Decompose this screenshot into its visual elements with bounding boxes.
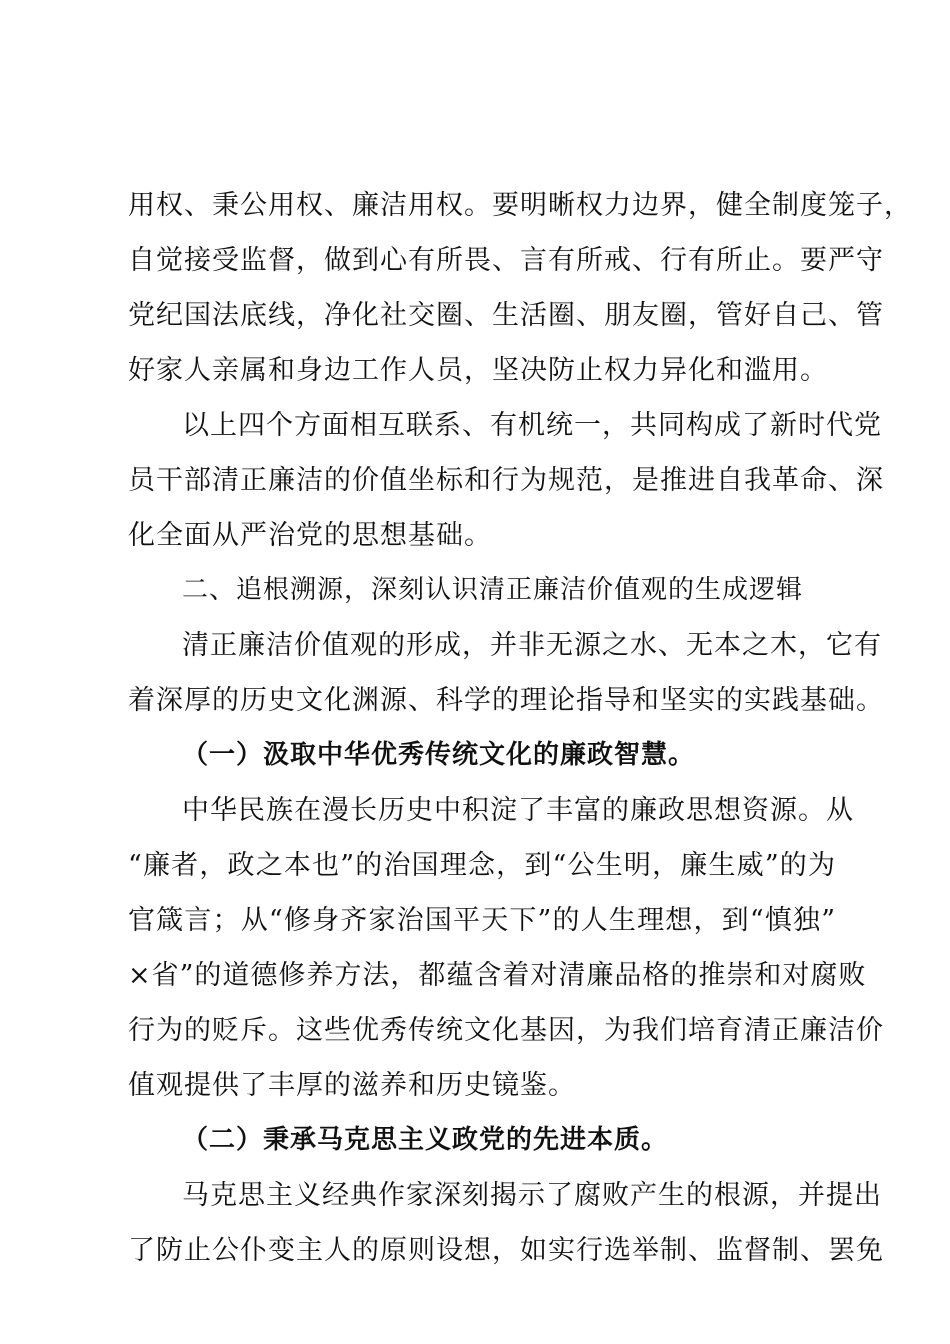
paragraph-power-use — [128, 178, 912, 398]
subheading-traditional-culture: （一）汲取中华优秀传统文化的廉政智慧。 — [182, 740, 696, 770]
paragraph-traditional-culture — [128, 783, 884, 1113]
paragraph-line: 行为的贬斥。这些优秀传统文化基因，为我们培育清正廉洁价 — [128, 1015, 884, 1046]
paragraph-line: 党纪国法底线，净化社交圈、生活圈、朋友圈，管好自己、管 — [128, 300, 884, 331]
paragraph-line: “廉者，政之本也”的治国理念，到“公生明，廉生威”的为 — [128, 850, 836, 881]
paragraph-line: ×省”的道德修养方法，都蕴含着对清廉品格的推崇和对腐败 — [128, 960, 867, 991]
paragraph-origins — [128, 618, 884, 728]
paragraph-marxist-party — [128, 1168, 884, 1278]
document-body — [128, 178, 912, 1278]
paragraph-line: 好家人亲属和身边工作人员，坚决防止权力异化和滥用。 — [128, 355, 828, 386]
paragraph-line: 马克思主义经典作家深刻揭示了腐败产生的根源，并提出 — [182, 1180, 882, 1211]
paragraph-line: 员干部清正廉洁的价值坐标和行为规范，是推进自我革命、深 — [128, 465, 884, 496]
paragraph-line: 化全面从严治党的思想基础。 — [128, 520, 492, 551]
paragraph-line: 用权、秉公用权、廉洁用权。要明晰权力边界，健全制度笼子， — [128, 190, 912, 221]
paragraph-line: 自觉接受监督，做到心有所畏、言有所戒、行有所止。要严守 — [128, 245, 884, 276]
paragraph-line: 了防止公仆变主人的原则设想，如实行选举制、监督制、罢免 — [128, 1235, 884, 1266]
subheading-marxist-party: （二）秉承马克思主义政党的先进本质。 — [182, 1125, 669, 1155]
paragraph-four-aspects — [128, 398, 884, 563]
section-heading: 二、追根溯源，深刻认识清正廉洁价值观的生成逻辑 — [182, 575, 804, 605]
paragraph-line: 以上四个方面相互联系、有机统一，共同构成了新时代党 — [182, 410, 882, 441]
paragraph-line: 值观提供了丰厚的滋养和历史镜鉴。 — [128, 1070, 576, 1101]
paragraph-line: 中华民族在漫长历史中积淀了丰富的廉政思想资源。从 — [182, 795, 854, 826]
paragraph-line: 官箴言；从“修身齐家治国平天下”的人生理想，到“慎独” — [128, 905, 836, 936]
paragraph-line: 着深厚的历史文化渊源、科学的理论指导和坚实的实践基础。 — [128, 685, 884, 716]
paragraph-line: 清正廉洁价值观的形成，并非无源之水、无本之木，它有 — [182, 630, 882, 661]
